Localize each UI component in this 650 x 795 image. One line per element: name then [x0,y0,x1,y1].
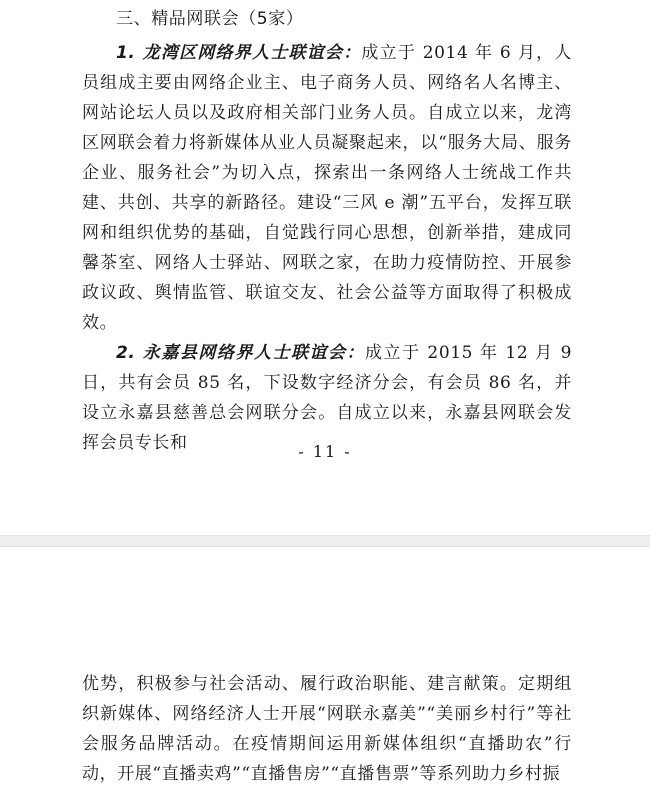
page-number: - 11 - [298,442,352,461]
item-1-paragraph [82,38,572,338]
item-2-body: 成立于 2015 年 12 月 9 日，共有会员 85 名，下设数字经济分会，有会员 86 名，并设立永嘉县慈善总会网联分会。自成立以来，永嘉县网联会发挥会员专长和 [82,343,572,453]
item-2-title: 2. 永嘉县网络界人士联谊会： [116,343,365,363]
page-12-text [82,669,572,789]
item-1-body: 成立于 2014 年 6 月，人员组成主要由网络企业主、电子商务人员、网络名人名博主、网站论坛人员以及政府相关部门业务人员。自成立以来，龙湾区网联会着力将新媒体从业人员凝聚起来，以“服务大局、服务企业、服务社会”为切入点，探索出一条网络人士统战工作共建、共创、共享的新路径。建设“三风 e 潮”五平台，发挥互联网和组织优势的基础，自觉践行同心思想，创新举措，建成同馨茶室、网络人士驿站、网联之家，在助力疫情防控、开展参政议政、舆情监管、联谊交友、社会公益等方面取得了积极成效。 [82,43,572,333]
item-2-paragraph [82,338,572,458]
page-11-text [82,4,572,458]
item-1-title: 1. 龙湾区网络界人士联谊会： [116,43,362,63]
document-page-12 [0,547,650,795]
section-heading: 三、精品网联会（5家） [116,9,304,29]
page-separator [0,535,650,547]
continuation-paragraph: 优势，积极参与社会活动、履行政治职能、建言献策。定期组织新媒体、网络经济人士开展“网联永嘉美”“美丽乡村行”等社会服务品牌活动。在疫情期间运用新媒体组织“直播助农”行动，开展“直播卖鸡”“直播售房”“直播售票”等系列助力乡村振 [82,674,572,784]
